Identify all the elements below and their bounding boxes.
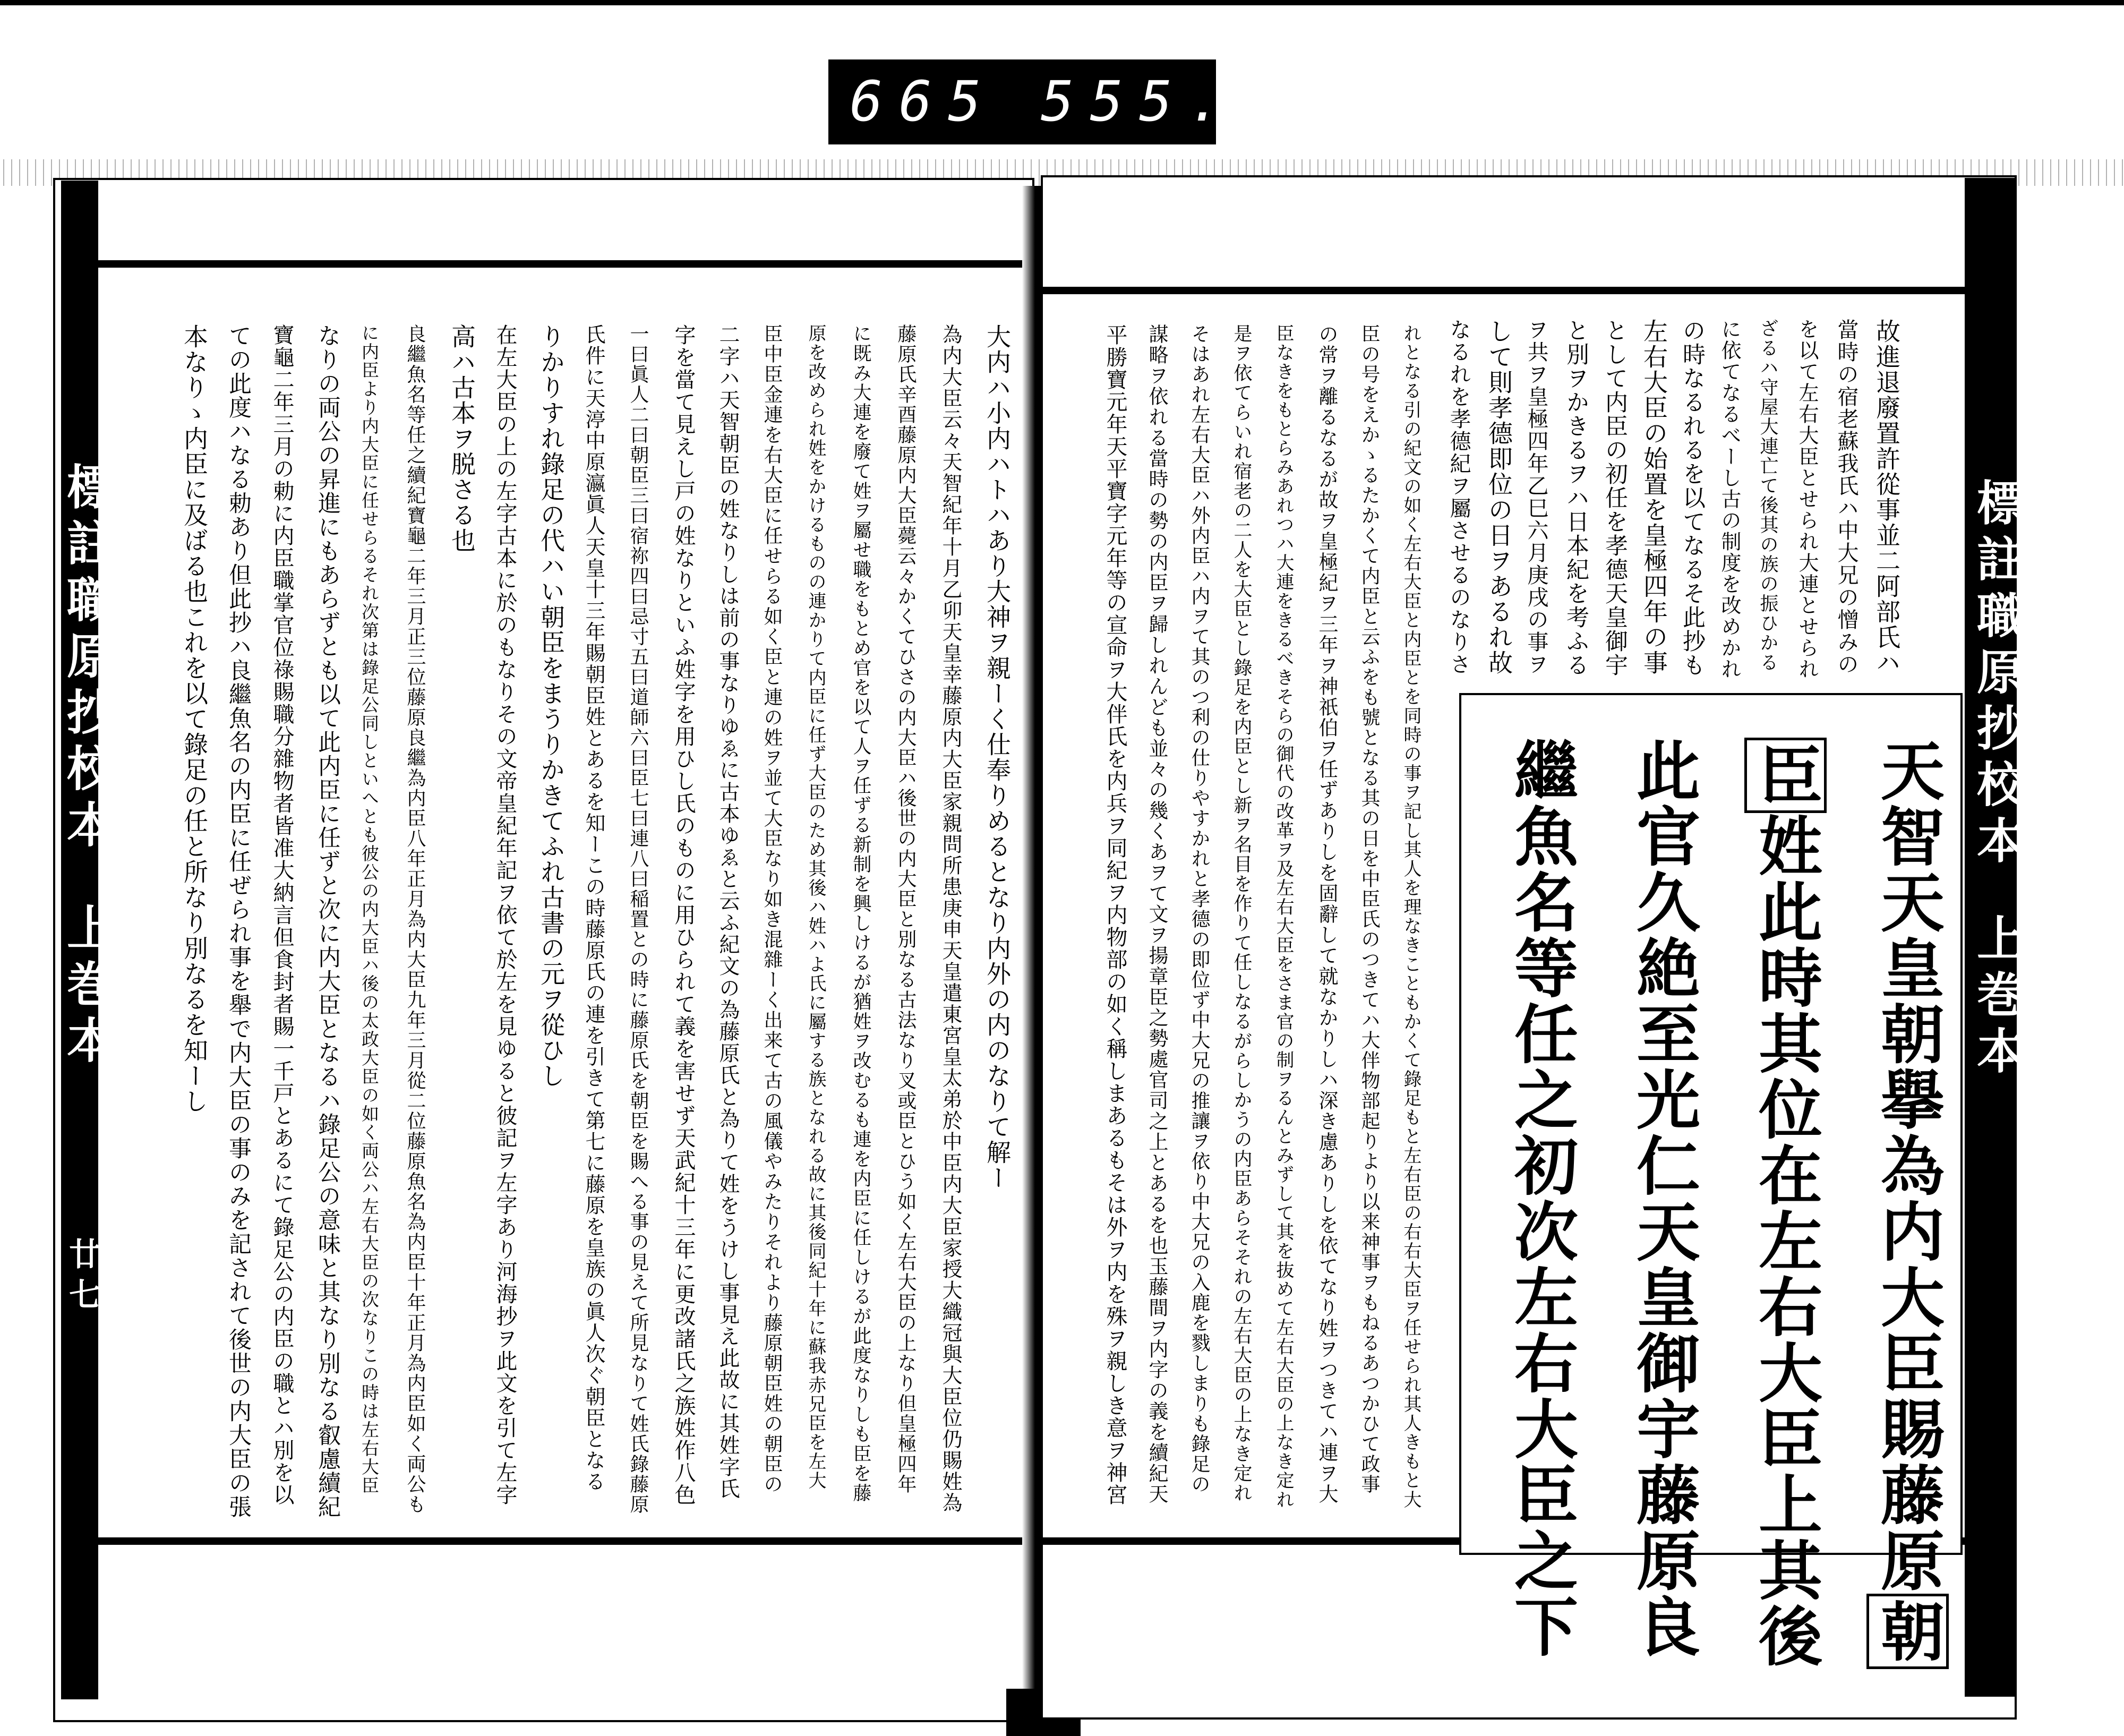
left-text-column-12: 在左大臣の上の左字古本に於のもなりその文帝皇紀年記ヲ依て於左を見ゆると彼記ヲ左字あり河海抄ヲ此文を引て左字 [493, 324, 517, 1506]
left-text-column-11: りかりすれ錄足の代ハい朝臣をまうりかきてふれ古書の元ヲ從ひし [537, 324, 566, 1089]
right-text-column-14: 臣の号をえかゝるたかくて内臣と云ふをも號となる其の日を中臣氏のつきてハ大伴物部起りより以来神事ヲもねるあつかひて政事 [1358, 324, 1380, 1494]
left-text-column-8: 字を當て見えし戸の姓なりといふ姓字を用ひし氏のものに用ひられて義を害せず天武紀十三年に更改諸氏之族姓作八色 [671, 324, 696, 1506]
frame-number-2: 555. [1041, 69, 1238, 134]
right-text-column-17: 是ヲ依てらいれ宿老の二人を大臣とし錄足を内臣とし新ヲ名目を作りて任しなるがらしかうの内臣あらそそれの左右大臣の上なき定れ [1231, 324, 1252, 1503]
right-edge-title: 標註職原抄校本 [1968, 478, 2025, 872]
left-text-column-5: 原を改められ姓をかけるものの連かりて内臣に任ず大臣のため其後ハ姓ハよ氏に屬する族となれる故に其後同紀十年に蘇我赤兄臣を左大 [805, 324, 826, 1490]
left-text-column-4: に既み大連を廢て姓ヲ屬せ職をもとめ官を以て人ヲ任ずる新制を興しけるが猶姓ヲ改むるも連を内臣に任しけるが此度なりしも臣を藤 [850, 324, 871, 1503]
left-text-column-14: 良繼魚名等任之續紀寶龜二年三月正三位藤原良繼為内臣八年正月為内大臣九年三月從二位藤原魚名為内臣十年正月為内臣如く両公も [404, 324, 426, 1515]
right-text-column-2: 當時の宿老蘇我氏ハ中大兄の憎みの [1834, 319, 1858, 675]
left-text-column-15: に内臣より内大臣に任せらるそれ次第は錄足公同しといへとも彼公の内大臣ハ後の太政大臣の如く両公ハ左右大臣の次なりこの時は左右大臣 [359, 324, 380, 1495]
left-text-column-1: 大内ハ小内ハトハあり大神ヲ親ーく仕奉りめるとなり内外の内のなりて解ー [983, 324, 1012, 1191]
right-text-column-13: れとなる引の紀文の如く左右大臣と内臣とを同時の事ヲ記し其人を理なきこともかくて錄足もと左右臣の右右大臣ヲ任せられ其人きもと大 [1400, 324, 1421, 1509]
right-text-column-6: の時なるれるを以てなるそ此抄も [1679, 319, 1706, 677]
frame-number-plate [828, 59, 1238, 144]
left-text-column-13: 高ハ古本ヲ脱さる也 [448, 324, 476, 553]
right-text-column-15: の常ヲ離るなるが故ヲ皇極紀ヲ三年ヲ神祇伯ヲ任ずありしを固辭して就なかりしハ深き慮ありしを依てなり姓ヲつきてハ連ヲ大 [1315, 324, 1338, 1504]
right-text-column-3: を以て左右大臣とせられ大連とせられ [1795, 319, 1819, 680]
right-text-column-10: ヲ共ヲ皇極四年乙巳六月庚戌の事ヲ [1524, 319, 1548, 675]
right-text-column-11: して則孝德即位の日ヲあるれ故 [1485, 319, 1513, 675]
left-text-column-2: 為内大臣云々天智紀年十月乙卯天皇幸藤原内大臣家親問所患庚申天皇遣東宮皇太弟於中臣内大臣家授大織冠與大臣位仍賜姓為 [939, 324, 962, 1513]
large-text-column-2 [1748, 738, 1823, 1669]
left-text-column-10: 氏件に天渟中原瀛眞人天皇十三年賜朝臣姓とあるを知ーこの時藤原氏の連を引きて第七に藤原を皇族の眞人次ぐ朝臣となる [582, 324, 605, 1492]
large-text-column-4: 繼魚名等任之初次左右大臣之下 [1504, 738, 1579, 1660]
left-text-column-16: なりの両公の昇進にもあらずとも以て此内臣に任ずと次に内大臣となるハ錄足公の意味と其なり別なる叡慮續紀 [314, 324, 341, 1519]
boxed-character-chou: 朝 [1866, 1594, 1949, 1669]
left-text-column-19: 本なりゝ内臣に及ばる也これを以て錄足の任と所なり別なるを知ーし [180, 324, 209, 1114]
large-text-column-3: 此官久絶至光仁天皇御宇藤原良 [1626, 738, 1701, 1660]
left-text-column-3: 藤原氏辛酉藤原内大臣薨云々かくてひさの内大臣ハ後世の内大臣と別なる古法なり叉或臣とひう如く左右大臣の上なり但皇極四年 [895, 324, 917, 1494]
scan-top-border [0, 0, 2124, 5]
boxed-character-shin: 臣 [1744, 738, 1827, 813]
left-page-top-rule [96, 260, 1030, 268]
right-text-column-18: そはあれ左右大臣ハ外内臣ハ内ヲて其のつ利の仕りやすかれと孝德の即位ず中大兄の推讓ヲ依り中大兄の入鹿を戮しまりも錄足の [1188, 324, 1210, 1494]
left-text-column-7: 二字ハ天智朝臣の姓なりしは前の事なりゆゑに古本ゆゑと云ふ紀文の為藤原氏と為りて姓をうけし事見え此故に其姓字氏 [716, 324, 740, 1500]
right-text-column-7: 左右大臣の始置を皇極四年の事 [1640, 319, 1668, 675]
right-text-column-20: 平勝寶元年天平寶字元年等の宣命ヲ大伴氏を内兵ヲ同紀ヲ内物部の如く稱しまあるもそは外ヲ内を殊ヲ親しき意ヲ神宮 [1103, 324, 1127, 1506]
right-text-column-4: ざるハ守屋大連亡て後其の族の振ひかる [1757, 319, 1778, 672]
left-edge-volume: 上巻本 [58, 903, 115, 1072]
right-text-column-16: 臣なきをもとらみあれつハ大連をきるべきそらの御代の改革ヲ及左右大臣をさま官の制ヲるんとみずして其を抜めて左右大臣の上なき定れ [1273, 324, 1294, 1509]
left-text-column-9: 一曰眞人二曰朝臣三曰宿祢四曰忌寸五曰道師六曰臣七曰連八曰稲置との時に藤原氏を朝臣を賜へる事の見えて所見なりて姓氏錄藤原 [627, 324, 649, 1515]
right-text-column-5: に依てなるべーし古の制度を改めかれ [1718, 319, 1741, 680]
large-text-box [1459, 693, 1963, 1669]
left-edge-folio: 廿七 [64, 1237, 101, 1318]
left-text-column-6: 臣中臣金連を右大臣に任せらる如く臣と連の姓ヲ並て大臣なり如き混雜ーく出来て古の風儀やみたりそれより藤原朝臣姓の朝臣の [761, 324, 783, 1494]
right-page-top-rule [1041, 287, 1965, 294]
left-page-bottom-rule [96, 1537, 1030, 1545]
right-edge-volume: 上巻本 [1968, 913, 2025, 1082]
right-text-column-8: として内臣の初任を孝德天皇御宇 [1601, 319, 1628, 677]
frame-number-1: 665 [850, 69, 997, 134]
right-text-column-19: 謀略ヲ依れる當時の勢の内臣ヲ歸しれんども並々の幾くあヲて文ヲ揚章臣之勢處官司之上とあるを也玉藤間ヲ内字の義を續紀天 [1145, 324, 1168, 1504]
large-text-column-1-body: 天智天皇朝擧為内大臣賜藤原 [1870, 738, 1945, 1594]
large-text-column-2-body: 姓此時其位在左右大臣上其後 [1748, 813, 1823, 1669]
right-text-column-1: 故進退廢置許從事並二阿部氏ハ [1872, 319, 1901, 675]
left-edge-title: 標註職原抄校本 [58, 462, 115, 856]
large-text-column-1 [1870, 738, 1945, 1669]
right-text-column-12: なるれを孝德紀ヲ屬させるのなりさ [1446, 319, 1471, 675]
left-text-column-18: ての此度ハなる勅あり但此抄ハ良繼魚名の内臣に任ぜられ事を舉で内大臣の事のみを記されて後世の内大臣の張 [225, 324, 252, 1519]
left-text-column-17: 寶龜二年三月の勅に内臣職掌官位祿賜職分雜物者皆准大納言但食封者賜一千戸とあるにて錄足公の内臣の職とハ別を以 [270, 324, 294, 1506]
right-text-column-9: と別ヲかきるヲハ日本紀を考ふる [1563, 319, 1589, 677]
